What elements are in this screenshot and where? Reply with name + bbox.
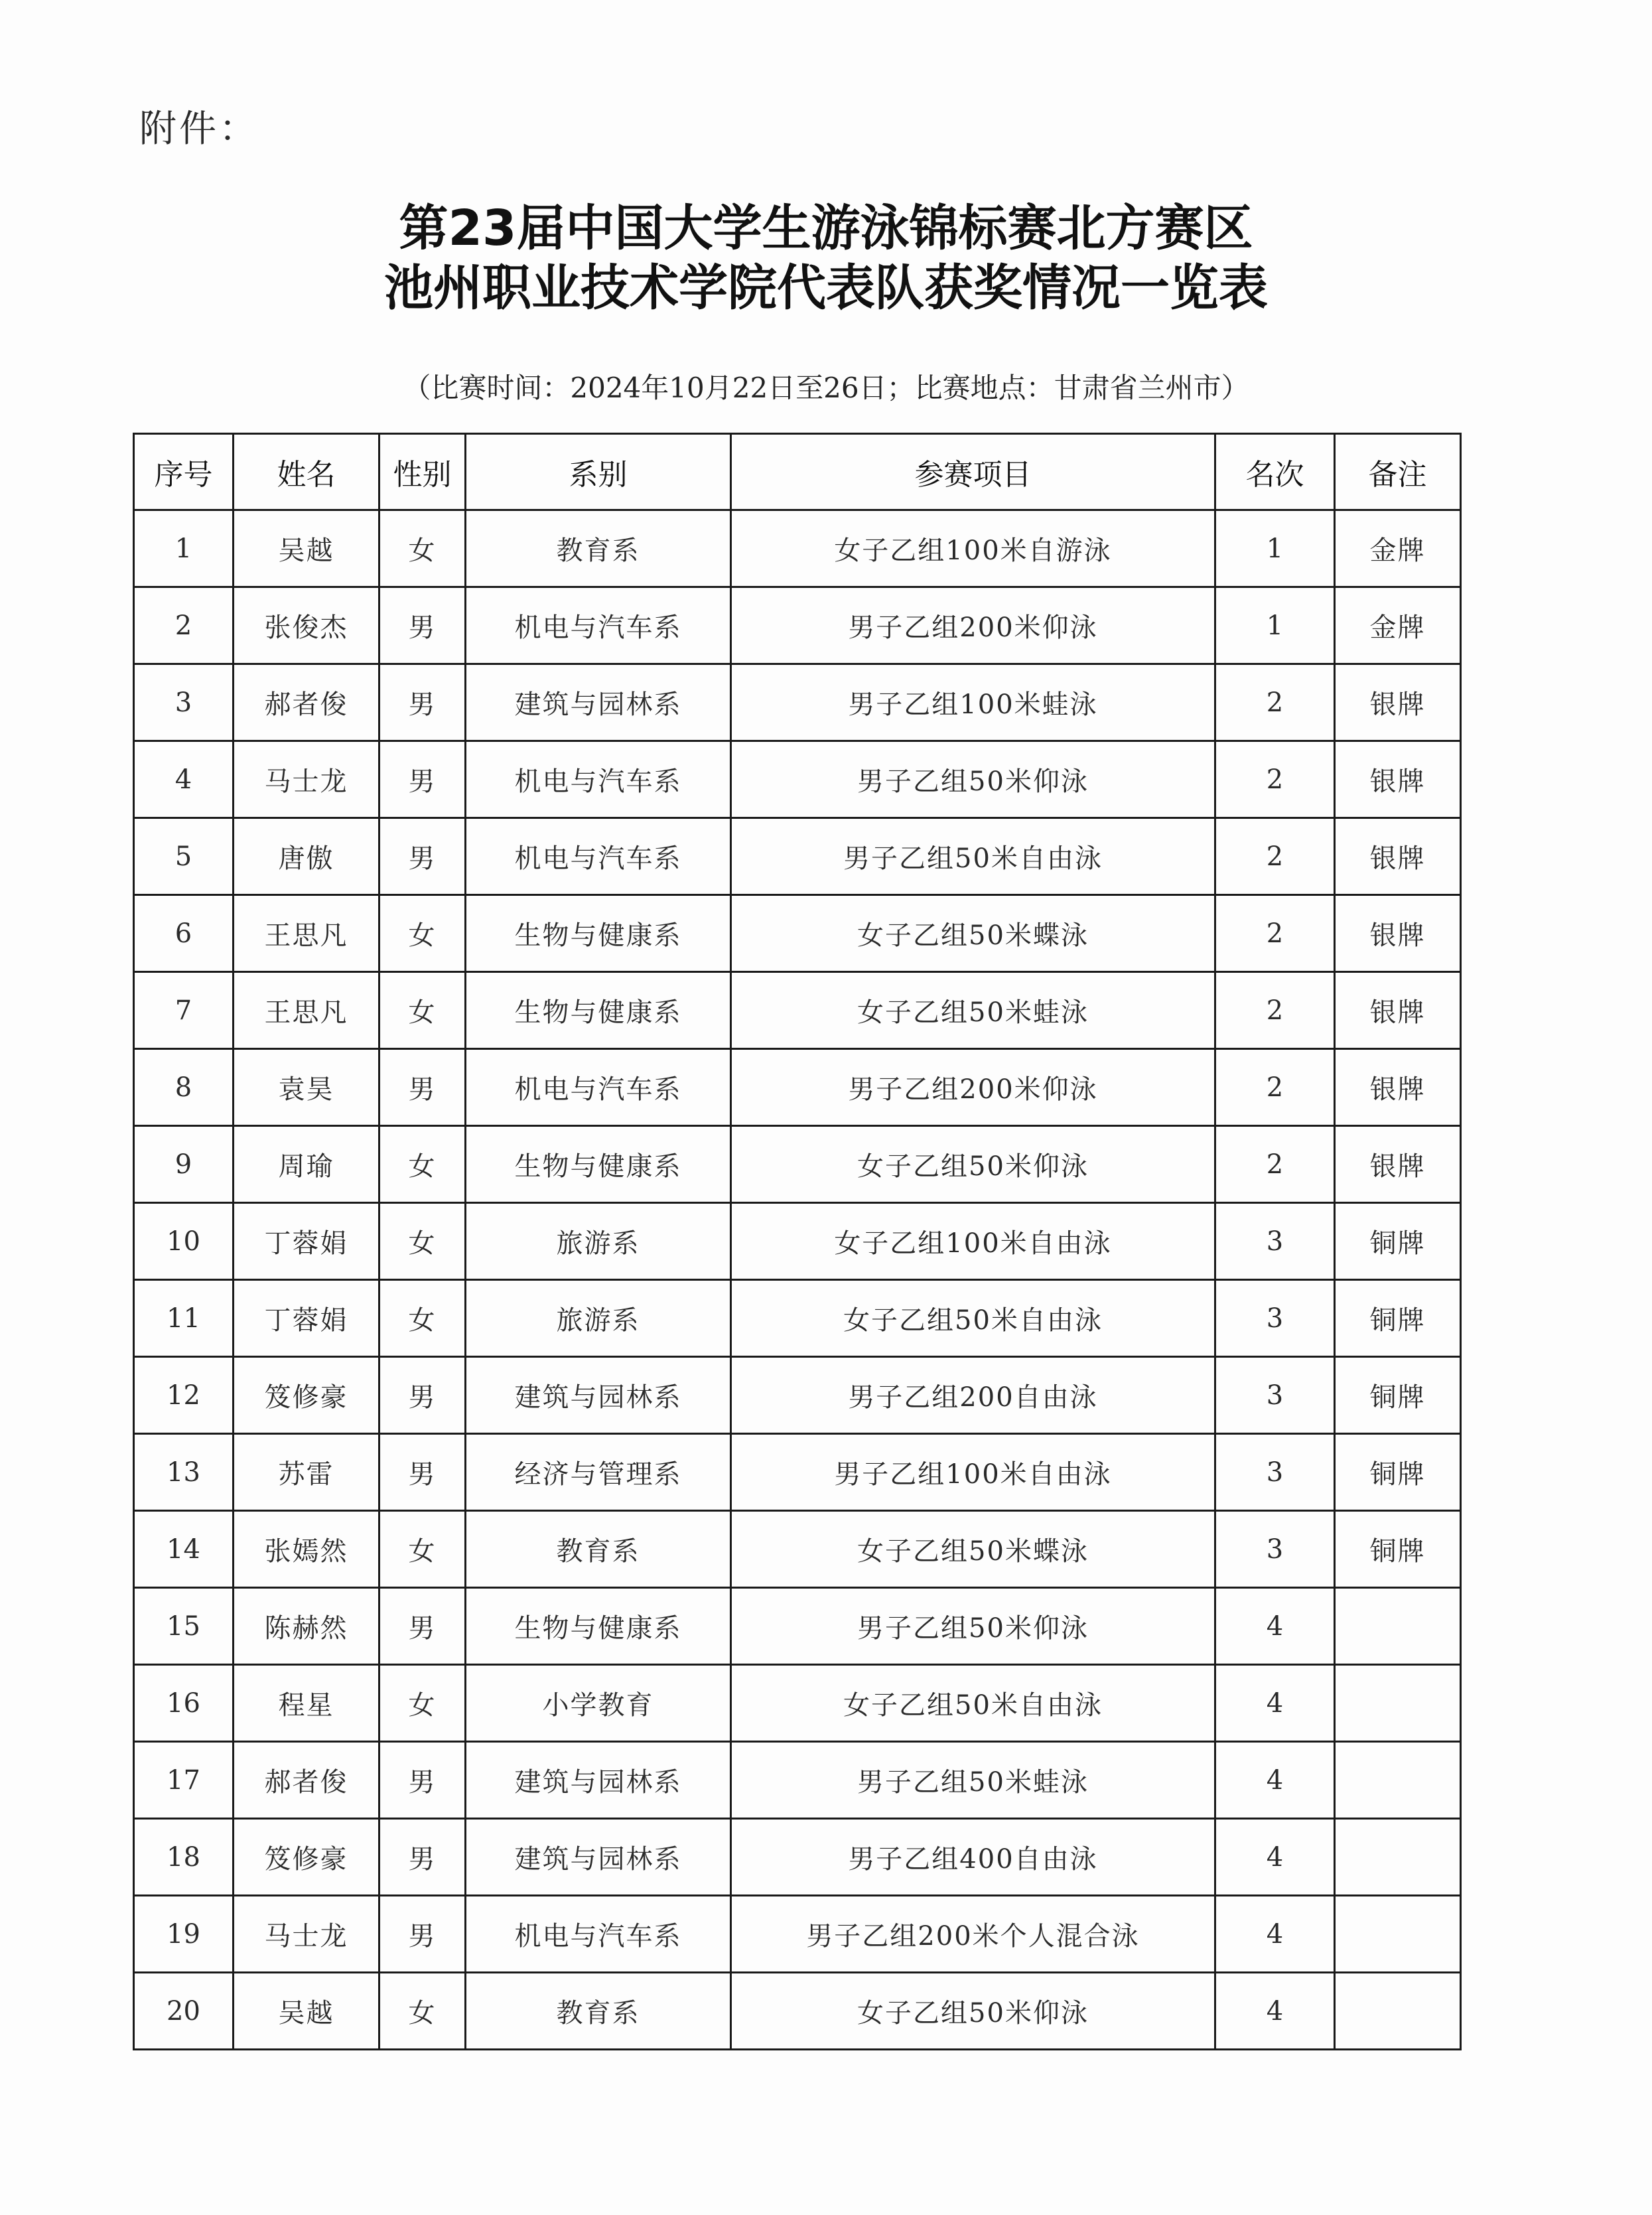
cell-rank: 2 bbox=[1215, 972, 1335, 1049]
cell-index: 9 bbox=[134, 1126, 234, 1203]
cell-index: 2 bbox=[134, 587, 234, 664]
cell-gender: 女 bbox=[379, 1126, 466, 1203]
cell-name: 周瑜 bbox=[234, 1126, 379, 1203]
cell-rank: 2 bbox=[1215, 1049, 1335, 1126]
cell-index: 15 bbox=[134, 1588, 234, 1665]
cell-event: 男子乙组200自由泳 bbox=[731, 1357, 1215, 1434]
document-title-line1: 第23届中国大学生游泳锦标赛北方赛区 bbox=[399, 200, 1253, 257]
cell-rank: 3 bbox=[1215, 1357, 1335, 1434]
cell-gender: 男 bbox=[379, 1742, 466, 1819]
cell-gender: 男 bbox=[379, 1357, 466, 1434]
cell-index: 11 bbox=[134, 1280, 234, 1357]
cell-name: 袁昊 bbox=[234, 1049, 379, 1126]
cell-index: 14 bbox=[134, 1511, 234, 1588]
cell-department: 机电与汽车系 bbox=[466, 818, 731, 895]
cell-index: 8 bbox=[134, 1049, 234, 1126]
cell-remark: 金牌 bbox=[1335, 510, 1461, 587]
cell-remark bbox=[1335, 1896, 1461, 1973]
cell-event: 男子乙组50米仰泳 bbox=[731, 741, 1215, 818]
table-row bbox=[134, 895, 1461, 972]
cell-event: 女子乙组50米蝶泳 bbox=[731, 895, 1215, 972]
cell-department: 建筑与园林系 bbox=[466, 1357, 731, 1434]
cell-remark: 铜牌 bbox=[1335, 1203, 1461, 1280]
cell-name: 唐傲 bbox=[234, 818, 379, 895]
cell-remark: 铜牌 bbox=[1335, 1434, 1461, 1511]
cell-index: 17 bbox=[134, 1742, 234, 1819]
cell-department: 生物与健康系 bbox=[466, 1588, 731, 1665]
cell-event: 女子乙组100米自游泳 bbox=[731, 510, 1215, 587]
cell-department: 旅游系 bbox=[466, 1203, 731, 1280]
table-row bbox=[134, 818, 1461, 895]
table-row bbox=[134, 1896, 1461, 1973]
cell-remark: 银牌 bbox=[1335, 972, 1461, 1049]
cell-department: 教育系 bbox=[466, 510, 731, 587]
cell-remark bbox=[1335, 1973, 1461, 2050]
header-gender: 性别 bbox=[379, 434, 466, 510]
cell-remark: 银牌 bbox=[1335, 818, 1461, 895]
cell-department: 机电与汽车系 bbox=[466, 741, 731, 818]
table-row bbox=[134, 1742, 1461, 1819]
table-row bbox=[134, 587, 1461, 664]
table-row bbox=[134, 1588, 1461, 1665]
cell-gender: 女 bbox=[379, 1511, 466, 1588]
cell-remark bbox=[1335, 1665, 1461, 1742]
cell-name: 程星 bbox=[234, 1665, 379, 1742]
cell-gender: 男 bbox=[379, 818, 466, 895]
cell-department: 建筑与园林系 bbox=[466, 664, 731, 741]
cell-gender: 女 bbox=[379, 510, 466, 587]
cell-rank: 2 bbox=[1215, 895, 1335, 972]
cell-event: 男子乙组200米仰泳 bbox=[731, 1049, 1215, 1126]
cell-rank: 3 bbox=[1215, 1511, 1335, 1588]
cell-event: 女子乙组100米自由泳 bbox=[731, 1203, 1215, 1280]
cell-department: 建筑与园林系 bbox=[466, 1742, 731, 1819]
cell-name: 笈修豪 bbox=[234, 1819, 379, 1896]
cell-index: 7 bbox=[134, 972, 234, 1049]
competition-info: （比赛时间：2024年10月22日至26日；比赛地点：甘肃省兰州市） bbox=[403, 372, 1249, 404]
cell-index: 20 bbox=[134, 1973, 234, 2050]
table-row bbox=[134, 972, 1461, 1049]
cell-gender: 女 bbox=[379, 1280, 466, 1357]
table-row bbox=[134, 1203, 1461, 1280]
cell-name: 王思凡 bbox=[234, 972, 379, 1049]
cell-department: 机电与汽车系 bbox=[466, 1049, 731, 1126]
cell-gender: 男 bbox=[379, 1896, 466, 1973]
cell-department: 教育系 bbox=[466, 1973, 731, 2050]
cell-rank: 3 bbox=[1215, 1280, 1335, 1357]
cell-rank: 4 bbox=[1215, 1896, 1335, 1973]
table-row bbox=[134, 1280, 1461, 1357]
table-row bbox=[134, 1434, 1461, 1511]
cell-event: 男子乙组400自由泳 bbox=[731, 1819, 1215, 1896]
cell-index: 12 bbox=[134, 1357, 234, 1434]
header-index: 序号 bbox=[134, 434, 234, 510]
cell-remark bbox=[1335, 1588, 1461, 1665]
cell-name: 吴越 bbox=[234, 510, 379, 587]
table-row bbox=[134, 741, 1461, 818]
cell-department: 建筑与园林系 bbox=[466, 1819, 731, 1896]
cell-name: 丁蓉娟 bbox=[234, 1203, 379, 1280]
cell-remark: 铜牌 bbox=[1335, 1280, 1461, 1357]
cell-remark bbox=[1335, 1819, 1461, 1896]
table-row bbox=[134, 1819, 1461, 1896]
cell-event: 男子乙组200米仰泳 bbox=[731, 587, 1215, 664]
cell-rank: 4 bbox=[1215, 1665, 1335, 1742]
table-row bbox=[134, 1126, 1461, 1203]
cell-index: 3 bbox=[134, 664, 234, 741]
cell-event: 女子乙组50米自由泳 bbox=[731, 1280, 1215, 1357]
cell-gender: 女 bbox=[379, 972, 466, 1049]
table-header-row bbox=[134, 434, 1461, 510]
cell-name: 陈赫然 bbox=[234, 1588, 379, 1665]
table-row bbox=[134, 664, 1461, 741]
cell-gender: 男 bbox=[379, 587, 466, 664]
cell-index: 19 bbox=[134, 1896, 234, 1973]
cell-remark: 银牌 bbox=[1335, 895, 1461, 972]
cell-index: 13 bbox=[134, 1434, 234, 1511]
cell-rank: 4 bbox=[1215, 1588, 1335, 1665]
cell-event: 男子乙组50米仰泳 bbox=[731, 1588, 1215, 1665]
cell-department: 机电与汽车系 bbox=[466, 587, 731, 664]
document-title-line2: 池州职业技术学院代表队获奖情况一览表 bbox=[384, 259, 1268, 317]
cell-rank: 2 bbox=[1215, 741, 1335, 818]
cell-remark: 银牌 bbox=[1335, 664, 1461, 741]
table-row bbox=[134, 510, 1461, 587]
cell-department: 生物与健康系 bbox=[466, 972, 731, 1049]
cell-event: 男子乙组100米自由泳 bbox=[731, 1434, 1215, 1511]
cell-remark bbox=[1335, 1742, 1461, 1819]
cell-name: 笈修豪 bbox=[234, 1357, 379, 1434]
cell-rank: 1 bbox=[1215, 510, 1335, 587]
cell-event: 男子乙组200米个人混合泳 bbox=[731, 1896, 1215, 1973]
cell-rank: 3 bbox=[1215, 1203, 1335, 1280]
cell-rank: 4 bbox=[1215, 1973, 1335, 2050]
cell-index: 18 bbox=[134, 1819, 234, 1896]
cell-remark: 银牌 bbox=[1335, 741, 1461, 818]
cell-event: 女子乙组50米仰泳 bbox=[731, 1973, 1215, 2050]
cell-department: 经济与管理系 bbox=[466, 1434, 731, 1511]
cell-index: 1 bbox=[134, 510, 234, 587]
cell-event: 男子乙组100米蛙泳 bbox=[731, 664, 1215, 741]
cell-department: 教育系 bbox=[466, 1511, 731, 1588]
cell-department: 生物与健康系 bbox=[466, 895, 731, 972]
table-row bbox=[134, 1357, 1461, 1434]
cell-index: 5 bbox=[134, 818, 234, 895]
header-event: 参赛项目 bbox=[731, 434, 1215, 510]
cell-gender: 男 bbox=[379, 1049, 466, 1126]
cell-name: 吴越 bbox=[234, 1973, 379, 2050]
cell-event: 女子乙组50米自由泳 bbox=[731, 1665, 1215, 1742]
cell-department: 小学教育 bbox=[466, 1665, 731, 1742]
cell-gender: 男 bbox=[379, 741, 466, 818]
table-row bbox=[134, 1973, 1461, 2050]
cell-event: 男子乙组50米蛙泳 bbox=[731, 1742, 1215, 1819]
cell-index: 4 bbox=[134, 741, 234, 818]
cell-remark: 铜牌 bbox=[1335, 1511, 1461, 1588]
header-rank: 名次 bbox=[1215, 434, 1335, 510]
cell-event: 女子乙组50米蛙泳 bbox=[731, 972, 1215, 1049]
cell-department: 旅游系 bbox=[466, 1280, 731, 1357]
cell-rank: 2 bbox=[1215, 664, 1335, 741]
cell-rank: 2 bbox=[1215, 818, 1335, 895]
table-row bbox=[134, 1665, 1461, 1742]
cell-gender: 女 bbox=[379, 1973, 466, 2050]
cell-event: 男子乙组50米自由泳 bbox=[731, 818, 1215, 895]
cell-gender: 女 bbox=[379, 895, 466, 972]
header-remark: 备注 bbox=[1335, 434, 1461, 510]
cell-index: 6 bbox=[134, 895, 234, 972]
cell-rank: 2 bbox=[1215, 1126, 1335, 1203]
cell-gender: 女 bbox=[379, 1203, 466, 1280]
cell-name: 郝者俊 bbox=[234, 664, 379, 741]
cell-gender: 男 bbox=[379, 664, 466, 741]
cell-name: 郝者俊 bbox=[234, 1742, 379, 1819]
cell-remark: 铜牌 bbox=[1335, 1357, 1461, 1434]
awards-table bbox=[133, 433, 1462, 2050]
cell-name: 张俊杰 bbox=[234, 587, 379, 664]
cell-remark: 金牌 bbox=[1335, 587, 1461, 664]
header-name: 姓名 bbox=[234, 434, 379, 510]
attachment-label: 附件： bbox=[139, 107, 259, 151]
cell-name: 马士龙 bbox=[234, 741, 379, 818]
cell-name: 丁蓉娟 bbox=[234, 1280, 379, 1357]
cell-gender: 男 bbox=[379, 1588, 466, 1665]
table-row bbox=[134, 1511, 1461, 1588]
cell-gender: 男 bbox=[379, 1819, 466, 1896]
cell-index: 10 bbox=[134, 1203, 234, 1280]
cell-rank: 1 bbox=[1215, 587, 1335, 664]
cell-gender: 男 bbox=[379, 1434, 466, 1511]
cell-event: 女子乙组50米蝶泳 bbox=[731, 1511, 1215, 1588]
table-row bbox=[134, 1049, 1461, 1126]
cell-rank: 4 bbox=[1215, 1742, 1335, 1819]
cell-gender: 女 bbox=[379, 1665, 466, 1742]
cell-department: 机电与汽车系 bbox=[466, 1896, 731, 1973]
cell-index: 16 bbox=[134, 1665, 234, 1742]
cell-name: 马士龙 bbox=[234, 1896, 379, 1973]
header-department: 系别 bbox=[466, 434, 731, 510]
cell-name: 张嫣然 bbox=[234, 1511, 379, 1588]
cell-name: 王思凡 bbox=[234, 895, 379, 972]
cell-remark: 银牌 bbox=[1335, 1126, 1461, 1203]
cell-event: 女子乙组50米仰泳 bbox=[731, 1126, 1215, 1203]
cell-name: 苏雷 bbox=[234, 1434, 379, 1511]
cell-remark: 银牌 bbox=[1335, 1049, 1461, 1126]
cell-department: 生物与健康系 bbox=[466, 1126, 731, 1203]
cell-rank: 3 bbox=[1215, 1434, 1335, 1511]
cell-rank: 4 bbox=[1215, 1819, 1335, 1896]
